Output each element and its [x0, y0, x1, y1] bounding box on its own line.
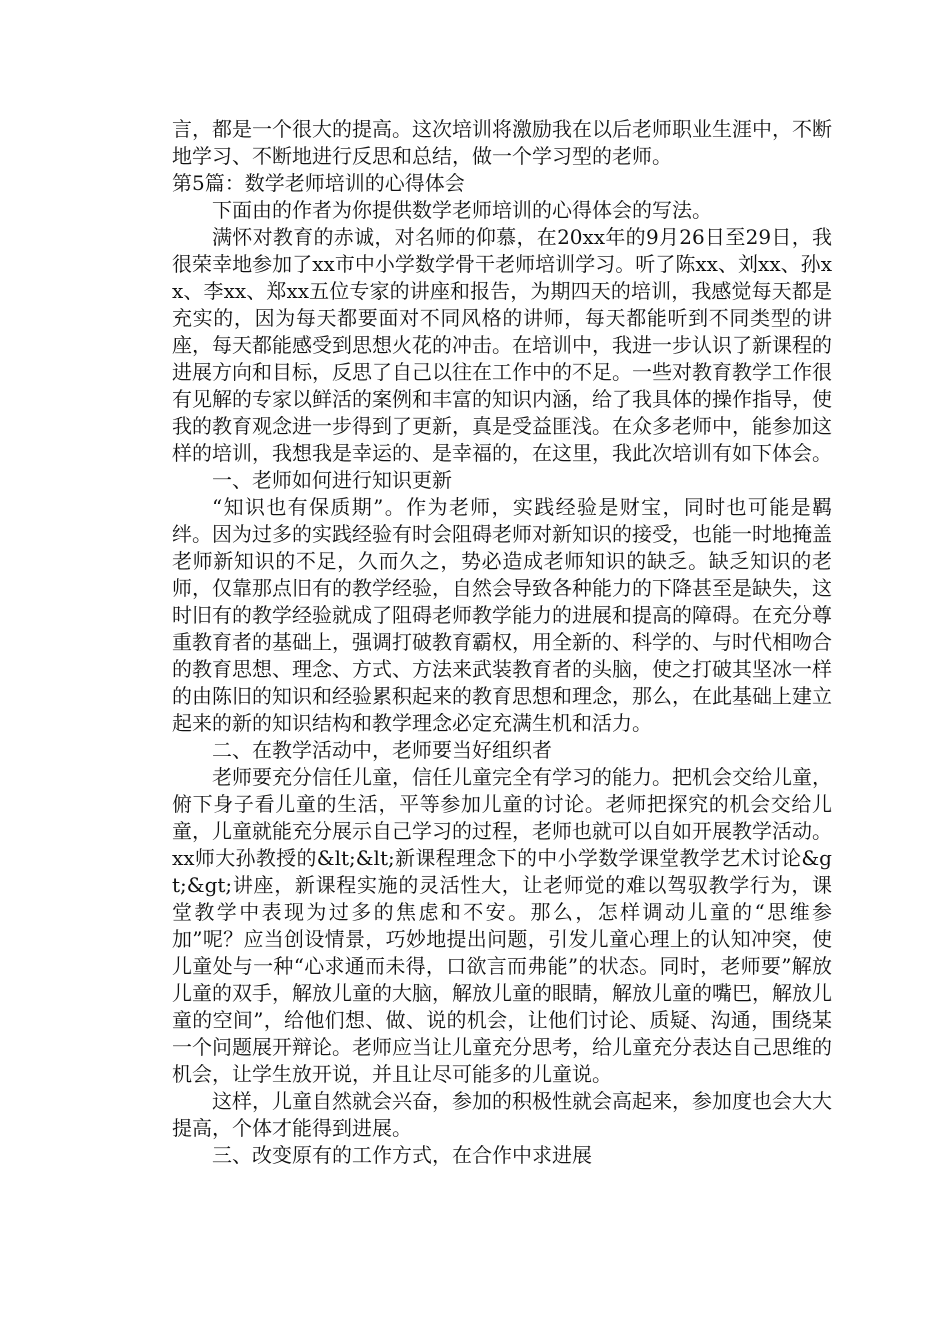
paragraph-body: 这样，儿童自然就会兴奋，参加的积极性就会高起来，参加度也会大大提高，个体才能得到进展。: [172, 1089, 832, 1140]
paragraph-intro: 下面由的作者为你提供数学老师培训的心得体会的写法。: [212, 198, 712, 222]
document-page: [172, 116, 832, 1169]
paragraph-continuation: 言，都是一个很大的提高。这次培训将激励我在以后老师职业生涯中，不断地学习、不断地进行反思和总结，做一个学习型的老师。: [172, 117, 832, 168]
paragraph-body: 满怀对教育的赤诚，对名师的仰慕，在20xx年的9月26日至29日，我很荣幸地参加了xx市中小学数学骨干老师培训学习。听了陈xx、刘xx、孙xx、李xx、郑xx五位专家的讲座和报告，为期四天的培训，我感觉每天都是充实的，因为每天都要面对不同风格的讲师，每天都能听到不同类型的讲座，每天都能感受到思想火花的冲击。在培训中，我进一步认识了新课程的进展方向和目标，反思了自己以往在工作中的不足。一些对教育教学工作很有见解的专家以鲜活的案例和丰富的知识内涵，给了我具体的操作指导，使我的教育观念进一步得到了更新，真是受益匪浅。在众多老师中，能参加这样的培训，我想我是幸运的、是幸福的，在这里，我此次培训有如下体会。: [172, 225, 832, 465]
subheading-one: 一、老师如何进行知识更新: [212, 468, 452, 492]
section-title: 第5篇：数学老师培训的心得体会: [172, 171, 465, 195]
subheading-two: 二、在教学活动中，老师要当好组织者: [212, 738, 552, 762]
subheading-three: 三、改变原有的工作方式，在合作中求进展: [212, 1143, 592, 1167]
paragraph-body: “知识也有保质期”。作为老师，实践经验是财宝，同时也可能是羁绊。因为过多的实践经验有时会阻碍老师对新知识的接受，也能一时地掩盖老师新知识的不足，久而久之，势必造成老师知识的缺乏。缺乏知识的老师，仅靠那点旧有的教学经验，自然会导致各种能力的下降甚至是缺失，这时旧有的教学经验就成了阻碍老师教学能力的进展和提高的障碍。在充分尊重教育者的基础上，强调打破教育霸权，用全新的、科学的、与时代相吻合的教育思想、理念、方式、方法来武装教育者的头脑，使之打破其坚冰一样的由陈旧的知识和经验累积起来的教育思想和理念，那么，在此基础上建立起来的新的知识结构和教学理念必定充满生机和活力。: [172, 495, 832, 735]
paragraph-body: 老师要充分信任儿童，信任儿童完全有学习的能力。把机会交给儿童，俯下身子看儿童的生活，平等参加儿童的讨论。老师把探究的机会交给儿童，儿童就能充分展示自己学习的过程，老师也就可以自如开展教学活动。xx师大孙教授的&lt;&lt;新课程理念下的中小学数学课堂教学艺术讨论&gt;&gt;讲座，新课程实施的灵活性大，让老师觉的难以驾驭教学行为，课堂教学中表现为过多的焦虑和不安。那么，怎样调动儿童的“思维参加”呢？应当创设情景，巧妙地提出问题，引发儿童心理上的认知冲突，使儿童处与一种“心求通而未得，口欲言而弗能”的状态。同时，老师要”解放儿童的双手，解放儿童的大脑，解放儿童的眼睛，解放儿童的嘴巴，解放儿童的空间”，给他们想、做、说的机会，让他们讨论、质疑、沟通，围绕某一个问题展开辩论。老师应当让儿童充分思考，给儿童充分表达自己思维的机会，让学生放开说，并且让尽可能多的儿童说。: [172, 765, 832, 1086]
